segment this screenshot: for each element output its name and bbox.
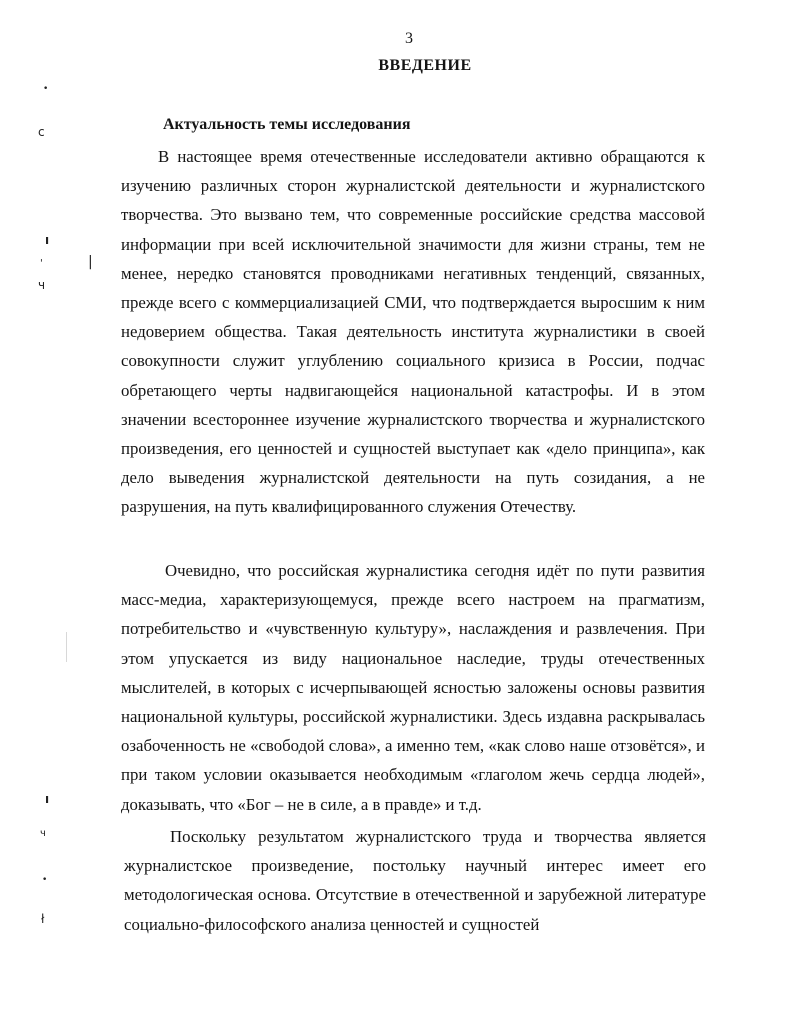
paragraph-1: В настоящее время отечественные исследователи активно обращаются к изучению различных сторон журналистской деятельности и журналистского творчества. Это вызвано тем, что современные российские средства массовой информации при всей исключительной значимости для жизни страны, тем не менее, нередко становятся проводниками негативных тенденций, связанных, прежде всего с коммерциализацией СМИ, что подтверждается выросшим к ним недоверием общества. Такая деятельность института журналистики в своей совокупности служит углублению социального кризиса в России, подчас обретающего черты надвигающейся национальной катастрофы. И в этом значении всестороннее изучение журналистского творчества и журналистского произведения, его ценностей и сущностей выступает как «дело принципа», как дело выведения журналистской деятельности на путь созидания, а не разрушения, на путь квалифицированного служения Отечеству. bbox=[121, 147, 705, 517]
scan-speck-icon: c bbox=[38, 125, 45, 139]
scan-speck-icon: ' bbox=[40, 258, 43, 269]
scan-speck-icon: ł bbox=[41, 912, 45, 926]
scan-speck-icon: • bbox=[43, 84, 49, 94]
scan-speck-icon: | bbox=[88, 254, 93, 270]
paragraph-2: Очевидно, что российская журналистика сегодня идёт по пути развития масс-медиа, характеризующемуся, прежде всего настроем на прагматизм, потребительство и «чувственную культуру», наслаждения и развлечения. При этом упускается из виду национальное наследие, труды отечественных мыслителей, в которых с исчерпывающей ясностью заложены основы развития национальной культуры, российской журналистики. Здесь издавна раскрывалась озабоченность не «свободой слова», а именно тем, «как слово наше отзовётся», и при таком условии оказывается необходимым «глаголом жечь сердца людей», доказывать, что «Бог – не в силе, а в правде» и т.д. bbox=[121, 561, 705, 814]
scan-line bbox=[66, 632, 67, 662]
scan-speck-icon: ı bbox=[45, 233, 50, 247]
chapter-title: ВВЕДЕНИЕ bbox=[378, 57, 472, 74]
scan-speck-icon: • bbox=[42, 875, 48, 885]
scan-speck-icon: ч bbox=[40, 828, 46, 839]
scan-speck-icon: ч bbox=[38, 278, 46, 292]
section-title: Актуальность темы исследования bbox=[163, 116, 411, 133]
page-number: 3 bbox=[405, 30, 413, 47]
paragraph-3: Поскольку результатом журналистского труда и творчества является журналистское произведение, постольку научный интерес имеет его методологическая основа. Отсутствие в отечественной и зарубежной литературе социально-философского анализа ценностей и сущностей bbox=[124, 827, 706, 934]
scan-speck-icon: ı bbox=[45, 792, 50, 806]
